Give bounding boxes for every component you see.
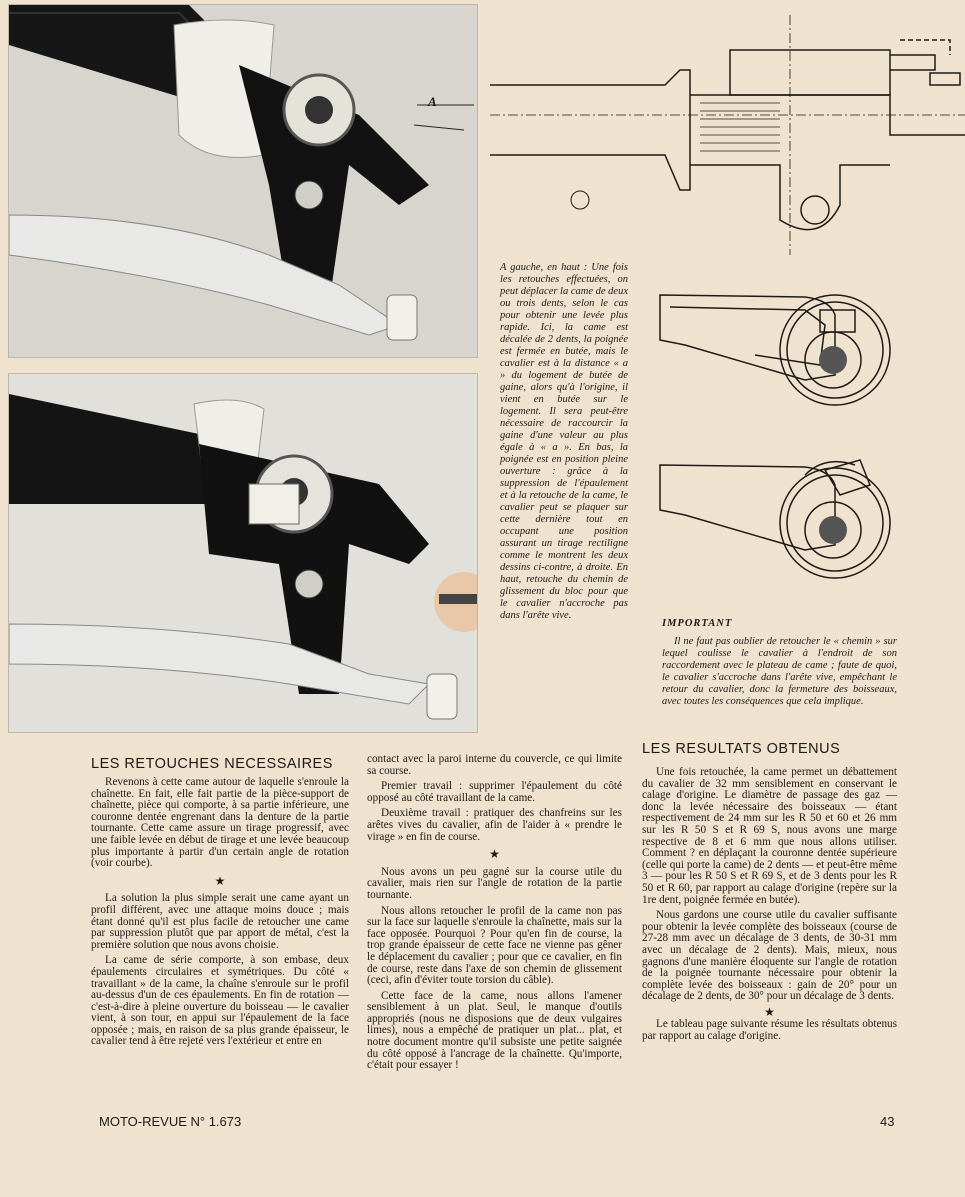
s2-paragraph-3: Le tableau page suivante résume les résultats obtenus par rapport au calage d'origine. [642,1018,897,1043]
star-divider-2: ★ [489,847,500,862]
star-divider-3: ★ [764,1004,775,1019]
column-2 [367,754,622,1076]
important-text: Il ne faut pas oublier de retoucher le « chemin » sur lequel coulisse le cavalier à l'endroit de son raccordement avec le plateau de came ; faute de quoi, le cavalier s'accroche dans l'arête vive, empêchant le retour du cavalier, donc la fermeture des boisseaux, avec toutes les conséquences que cela implique. [662,636,897,707]
footer-page-number: 43 [880,1114,895,1129]
heading-retouches: LES RETOUCHES NECESSAIRES [91,756,333,772]
figure-label-a: A [428,94,437,109]
photo-caption [500,262,628,622]
caption-text: A gauche, en haut : Une fois les retouches effectuées, on peut déplacer la came de deux ou trois dents, selon le cas pour obtenir une levée plus rapide. Ici, la came est décalée de 2 dents, la poignée est fermée en butée, mais le cavalier est à la distance « a » du logement de butée de gaine, alors qu'à l'origine, il vient en butée sur le logement. Il sera peut-être nécessaire de raccourcir la gaine d'une valeur au plus égale à « a ». En bas, la poignée est en position pleine ouverture : grâce à la suppression de l'épaulement et à la retouche de la came, le cavalier peut se plaquer sur cette dernière tout en occupant une position assurant un tirage rectiligne comme le montrent les deux dessins ci-contre, à droite. En haut, retouche du chemin de glissement du bloc pour que le cavalier n'accroche pas dans l'arête vive. [500,262,628,621]
s1-paragraph-1: Revenons à cette came autour de laquelle s'enroule la chaînette. En fait, elle fait partie de la pièce-support de chaînette, pièce qui comporte, à sa partie inférieure, une couronne dentée engrenant dans la denture de la partie tournante. Cette came assure un tirage progressif, avec une faible levée en début de tirage et une levée beaucoup plus importante à partir d'un certain angle de rotation (voir courbe). [91,776,349,870]
heading-resultats: LES RESULTATS OBTENUS [642,741,841,757]
s1-paragraph-2: La solution la plus simple serait une came ayant un profil différent, avec une attaque moins douce ; mais étant donné qu'il est plus facile de retoucher une came par suppression plutôt que par apport de métal, c'est la première solution que nous avons choisie. [91,892,349,951]
important-note [662,618,897,708]
s1-col2-paragraph-4: Nous allons retoucher le profil de la came non pas sur la face sur laquelle s'enroule la chaînette, mais sur la face opposée. Pourquoi ? Pour qu'en fin de course, la trop grande épaisseur de cette face ne vienne pas gêner le déplacement du cavalier ; pour que ce cavalier, en fin de course, reste dans l'axe de son chemin de glissement (ceci, afin d'éviter toute torsion du câble). [367,904,622,987]
s1-col2-paragraph-5: Cette face de la came, nous allons l'amener sensiblement à un plat. Seul, le manque d'outils appropriés (nous ne disposions que de deux vulgaires limes), nous a empêché de pratiquer un plat... plat, et notre document montre qu'il subsiste une petite saignée du côté opposé à l'ancrage de la chaînette. Qu'importe, c'était pour essayer ! [367,989,622,1072]
column-1 [91,777,349,1052]
s1-col2-paragraph-2: Deuxième travail : pratiquer des chanfreins sur les arêtes vives du cavalier, afin de l'aider à « prendre le virage » en fin de course. [367,807,622,843]
s2-paragraph-2: Nous gardons une course utile du cavalier suffisante pour obtenir la levée complète des boisseaux (course de 27-28 mm avec un décalage de 3 dents, de 30-31 mm avec un décalage de 2 dents). Mais, mieux, nous gagnons d'une manière éloquente sur l'angle de rotation de la poignée tournante nécessaire pour obtenir la complète levée des boisseaux : gain de 20° pour un décalage de 2 dents, de 30° pour un décalage de 3 dents. [642,909,897,1003]
important-title: IMPORTANT [662,618,733,629]
column-3 [642,767,897,1047]
s1-col2-paragraph-3: Nous avons un peu gagné sur la course utile du cavalier, mais rien sur l'angle de rotation de la partie tournante. [367,865,622,901]
star-divider: ★ [214,873,226,888]
footer-magazine: MOTO-REVUE N° 1.673 [99,1114,242,1129]
drawing-cam-detail-bottom [655,455,900,590]
s1-col2-paragraph-1: Premier travail : supprimer l'épaulement du côté opposé au côté travaillant de la came. [367,780,622,804]
technical-drawing-handle [490,15,965,255]
s1-paragraph-3: La came de série comporte, à son embase, deux épaulements circulaires et symétriques. Du côté « travaillant » de la came, la chaîne s'enroule sur le profil au-dessus d'un de ces épaulements. En fin de rotation — c'est-à-dire à pleine ouverture du boisseau — le cavalier vient, à son tour, en appui sur l'épaulement de la face opposée ; mais, en raison de sa plus grande épaisseur, le cavalier tend à être rejeté vers l'extérieur et entre en [91,954,349,1048]
photo-throttle-open [8,373,478,733]
s2-paragraph-1: Une fois retouchée, la came permet un débattement du cavalier de 32 mm sensiblement en conservant le calage d'origine. Le diamètre de passage des gaz — donc la levée nécessaire des boisseaux — étant respectivement de 24 mm sur les R 50 et 60 et 26 mm sur les R 50 S et R 69 S, nous avons une marge respective de 8 et 6 mm que nous allons utiliser. Comment ? en déplaçant la couronne dentée supérieure (celle qui porte la came) de 2 dents — et peut-être même 3 — pour les R 50 S et R 69 S, et de 3 dents pour les R 50 et R 60, par rapport au calage d'origine (repère sur la 1re dent, poignée fermée en butée). [642,766,897,906]
s1-col2-paragraph-0: contact avec la paroi interne du couvercle, ce qui limite sa course. [367,753,622,777]
drawing-cam-detail-top [655,285,900,415]
photo-throttle-closed [8,4,478,358]
